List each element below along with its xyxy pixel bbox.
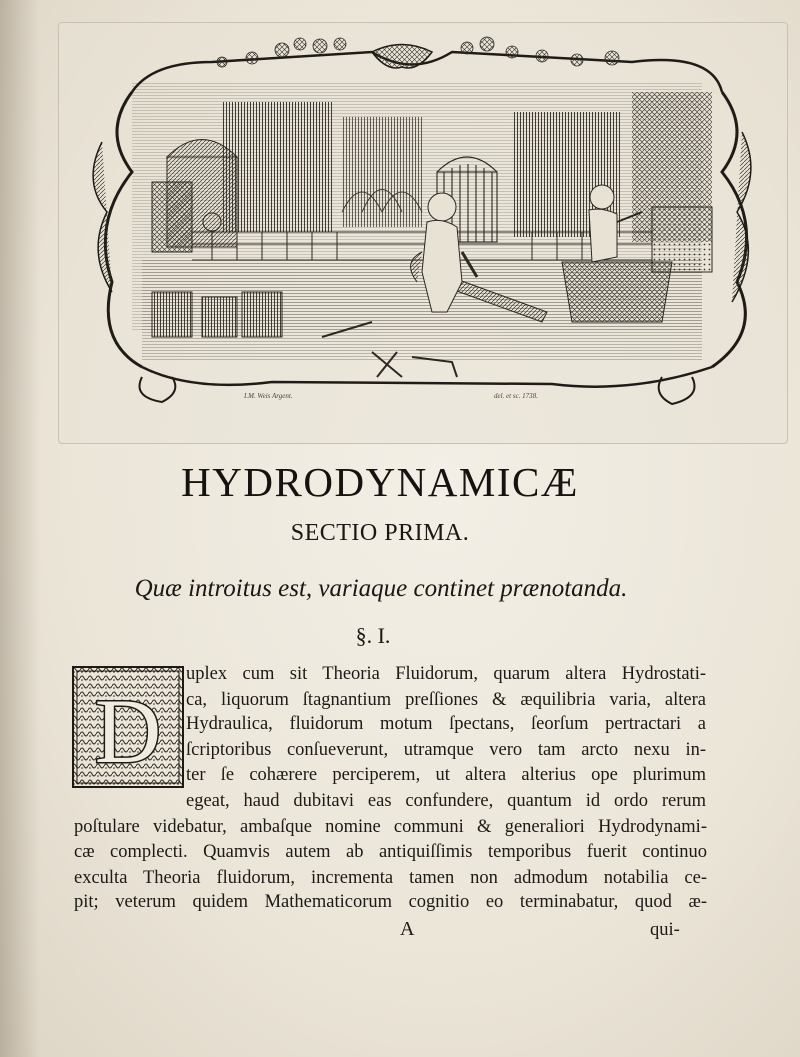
engraving-date-credit: del. et sc. 1738. [494,392,538,400]
drop-cap-initial [72,666,184,788]
text-line-7: poſtulare videbatur, ambaſque nomine communi & generaliori Hydrodynami- [74,817,707,837]
svg-text:D: D [94,680,162,782]
section-rubric: Quæ introitus est, variaque continet prænotanda. [134,575,628,602]
text-line-4: ſcriptoribus conſueverunt, utramque vero tam arcto nexu in- [186,740,706,760]
paragraph-number: §. I. [355,623,391,648]
text-line-9: exculta Theoria fluidorum, incrementa tamen non admodum notabilia ce- [74,868,707,888]
text-line-6: egeat, haud dubitavi eas confundere, quantum id ordo rerum [186,791,706,811]
engraver-credit: I.M. Weis Argent. [244,392,293,400]
text-line-1: uplex cum sit Theoria Fluidorum, quarum altera Hydrostati- [186,664,706,684]
text-line-3: Hydraulica, fluidorum motum ſpectans, ſeorſum pertractari a [186,714,706,734]
text-line-2: ca, liquorum ſtagnantium preſſiones & æquilibria varia, altera [186,690,706,710]
engraved-headpiece [72,22,762,412]
hedge-stumps [152,292,282,337]
book-title: HYDRODYNAMICÆ [181,459,579,505]
signature-mark: A [400,918,415,940]
text-line-8: cæ complecti. Quamvis autem ab antiquiſſimis temporibus fuerit continuo [74,842,707,862]
text-line-5: ter ſe cohærere perciperem, ut altera alterius ope plurimum [186,765,706,785]
section-title: SECTIO PRIMA. [290,520,470,546]
text-line-10: pit; veterum quidem Mathematicorum cognitio eo terminabatur, quod æ- [74,892,707,912]
catchword: qui- [650,920,680,940]
